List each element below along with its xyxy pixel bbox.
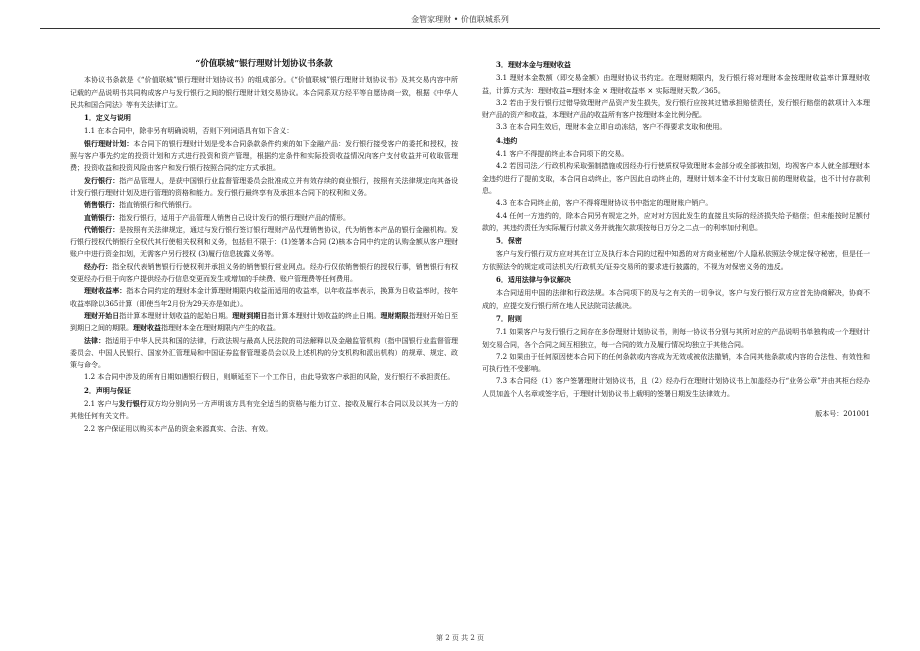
term: 销售银行： — [84, 200, 119, 210]
term: 银行理财计划： — [84, 138, 134, 148]
section-5-heading: 5．保密 — [496, 236, 522, 246]
term-text: 是按照有关法律规定，通过与发行银行签订银行理财产品代理销售协议，代为销售本产品的银行金融机构。发行银行授权代销银行全权代其行使相关权利和义务，包括但不限于：(1)签署本合同 (2)核本合同中约定的认购金额从客户理财账户中进行资金扣划，无需客户另行授权 (3)履行信息披露义务等。 — [70, 225, 459, 259]
term: 直销银行： — [84, 212, 119, 222]
term: 理财收益 — [133, 323, 161, 333]
term-text: 指产品管理人，是获中国银行业监督管理委员会批准成立并有效存续的商业银行，按照有关法律规定向其备设计发行银行理财计划及进行管理的资格和能力。发行银行最终享有及承担本合同下的权利和义务。 — [70, 176, 459, 197]
term: 理财收益率： — [84, 286, 127, 296]
clause-1-2: 1.2 本合同中涉及的所有日期如遇银行假日，则顺延至下一个工作日，由此导致客户承担的风险，发行银行不承担责任。 — [84, 373, 455, 382]
section-2-heading: 2．声明与保证 — [84, 385, 131, 395]
term-text: 指理财开始日至到期日之间的期限。 — [70, 311, 459, 333]
clause-text: 双方均分别向另一方声明该方具有完全适当的资格与能力订立、接收及履行本合同以及以其为一方的其他任何有关文件。 — [70, 400, 459, 421]
section-3-heading: 3．理财本金与理财收益 — [496, 60, 571, 69]
clause-7-3: 7.3 本合同经（1）客户签署理财计划协议书，且（2）经办行在理财计划协议书上加盖经办行“业务公章”并由其柜台经办人员加盖个人名章或签字后，于理财计划协议书上载明的签署日期发生法律效力。 — [482, 377, 870, 398]
clause-3-3: 3.3 在本合同生效后，理财本金立即自动冻结，客户不得要求支取和使用。 — [496, 123, 727, 132]
term: 理财期限 — [380, 310, 409, 320]
term-text: 指适用于中华人民共和国的法律，行政法规与最高人民法院的司法解释以及金融监管机构（指中国银行业监督管理委员会、中国人民银行、国家外汇管理局和中国证券监督管理委员会以及上述机构的分支机构和派出机构）的规章、规定、政策与命令。 — [70, 336, 459, 370]
clause-4-4: 4.4 任何一方违约的，除本合同另有规定之外，应对对方因此发生的直接且实际的经济损失给予赔偿；但未能按时足额付款的，其违约责任为实际履行付款义务并就拖欠款项按每日万分之二点一的利率加付利息。 — [482, 211, 870, 232]
clause-bold: 发行银行 — [118, 399, 147, 409]
term-text: 指发行银行，适用于产品管理人销售自己设计发行的银行理财产品的情形。 — [119, 213, 350, 222]
clause-3-1: 3.1 理财本金数额（即交易金额）由理财协议书约定。在理财期限内，发行银行将对理财本金按理财收益率计算理财收益，计算方式为：理财收益=理财本金 × 理财收益率 × 实际理财天数／365。 — [482, 74, 870, 95]
document-title: “价值联城”银行理财计划协议书条款 — [195, 59, 333, 69]
definition-law — [70, 335, 458, 372]
term: 经办行： — [84, 261, 113, 271]
definition-sales-bank — [70, 199, 458, 211]
clause-3-2: 3.2 若由于发行银行过错导致理财产品资产发生损失，发行银行应按其过错承担赔偿责任，发行银行赔偿的款项计入本理财产品的资产和收益，本理财产品的收益所有客户按理财本金比例分配。 — [482, 98, 870, 120]
clause-5: 客户与发行银行双方应对其在订立及执行本合同的过程中知悉的对方商业秘密/个人隐私依照法令规定保守秘密，但是任一方依照法令的规定或司法机关/行政机关/证券交易所的要求进行披露的，不视为对保密义务的违反。 — [482, 250, 870, 271]
term: 发行银行： — [84, 175, 120, 185]
clause-4-3: 4.3 在本合同终止前，客户不得将理财协议书中指定的理财账户销户。 — [496, 199, 713, 208]
term: 理财开始日 — [84, 310, 120, 320]
definition-dates — [70, 310, 458, 335]
definition-agent-bank — [70, 224, 458, 261]
header-title: 金管家理财 • 价值联城系列 — [411, 15, 509, 24]
term-text: 指直销银行和代销银行。 — [119, 201, 196, 210]
page-number: 第 2 页 共 2 页 — [435, 634, 485, 642]
section-6-heading: 6．适用法律与争议解决 — [496, 275, 571, 285]
clause-text: 2.1 客户与 — [84, 400, 119, 409]
clause-7-1: 7.1 如果客户与发行银行之间存在多份理财计划协议书，则每一协议书分别与其所对应的产品说明书单独构成一个理财计划交易合同，各个合同之间互相独立，每一合同的效力及履行情况均独立于其他合同。 — [482, 328, 870, 349]
clause-7-2: 7.2 如果由于任何原因使本合同下的任何条款或内容成为无效或被依法撤销，本合同其他条款或内容的合法性、有效性和可执行性不受影响。 — [482, 352, 870, 374]
definition-issuing-bank — [70, 175, 458, 200]
clause-1-1: 1.1 在本合同中，除非另有明确说明，否则下列词语具有如下含义： — [84, 127, 294, 136]
term: 代销银行： — [84, 224, 120, 234]
definition-yield-rate — [70, 285, 458, 310]
clause-2-2: 2.2 客户保证用以购买本产品的资金来源真实、合法、有效。 — [84, 424, 273, 433]
term: 法律： — [84, 335, 106, 345]
header-rule — [40, 28, 880, 29]
clause-4-1: 4.1 客户不得提前终止本合同项下的交易。 — [496, 150, 629, 159]
term-text: 本合同下的银行理财计划是受本合同条款条件约束的如下金融产品：发行银行接受客户的委托和授权，按照与客户事先约定的投资计划和方式进行投资和资产管理，根据约定条件和实际投资收益情况向客户支付收益并可收取管理费；投资收益和投资风险由客户和发行银行按照合同约定方式承担。 — [70, 139, 459, 173]
term-text: 指本合同约定的理财本金计算理财期限内收益而适用的收益率，以年收益率表示，换算为日收益率时，按年收益率除以365计算（即使当年2月份为29天亦是如此）。 — [70, 287, 459, 308]
clause-6: 本合同适用中国的法律和行政法规。本合同项下的及与之有关的一切争议，客户与发行银行双方应首先协商解决，协商不成的，应提交发行银行所在地人民法院司法裁决。 — [482, 289, 870, 310]
definition-wealth-plan — [70, 138, 458, 175]
version-number: 版本号：201001 — [815, 410, 870, 419]
term-text: 指理财本金在理财期限内产生的收益。 — [161, 324, 280, 333]
term-text: 指全权代表销售银行行使权利并承担义务的销售银行营业网点。经办行仅依销售银行的授权行事，销售银行有权变更经办行但于向客户提供经办行信息变更而发生或增加的手续费、账户管理费等任何费用。 — [70, 262, 459, 284]
clause-4-2: 4.2 若因司法／行政机构采取强制措施或因经办行行使质权导致理财本金部分或全部被扣划，均视客户本人就全部理财本金违约进行了提前支取，本合同自动终止，客户因此自动终止的，理财计划本金不计付支取日前的理财收益，也不计付存款利息。 — [482, 162, 870, 195]
definition-direct-bank — [70, 212, 458, 224]
left-column — [70, 58, 458, 435]
section-4-heading: 4.违约 — [496, 135, 518, 145]
intro-paragraph: 本协议书条款是《“价值联城”银行理财计划协议书》的组成部分。《“价值联城”银行理财计划协议书》及其交易内容中所记载的产品说明书共同构成客户与发行银行之间的银行理财计划交易协议。本合同系双方经平等自愿协商一致，根据《中华人民共和国合同法》等有关法律订立。 — [70, 76, 458, 109]
term: 理财到期日 — [232, 310, 268, 320]
right-column — [482, 58, 870, 420]
definition-handling-branch — [70, 261, 458, 286]
term-text: 指计算本理财计划收益的起始日期。 — [119, 311, 233, 320]
section-1-heading: 1．定义与说明 — [84, 113, 131, 123]
clause-2-1 — [70, 398, 458, 423]
section-7-heading: 7．附则 — [496, 313, 522, 323]
term-text: 指计算本理财计划收益的终止日期。 — [267, 311, 381, 320]
